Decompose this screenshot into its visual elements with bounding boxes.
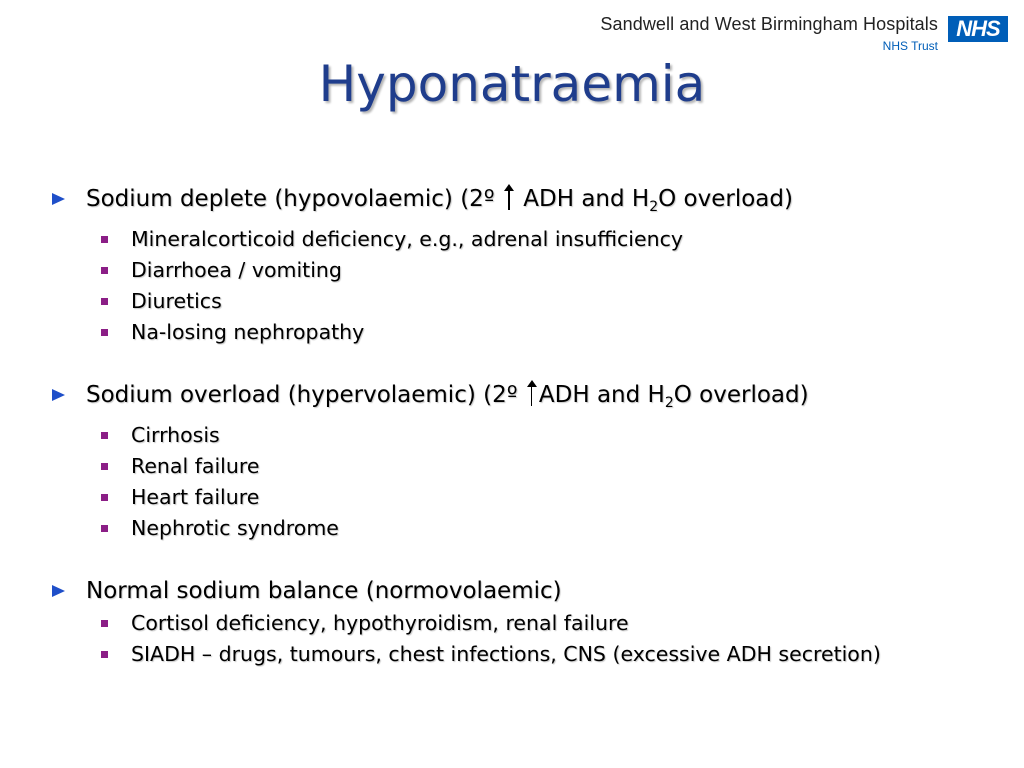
square-bullet-icon [101, 329, 108, 336]
list-item-text: Cortisol deficiency, hypothyroidism, renal failure [131, 611, 629, 635]
heading-subscript: 2 [649, 199, 659, 215]
slide-content [52, 182, 1002, 700]
square-bullet-icon [101, 432, 108, 439]
list-item [52, 286, 1002, 317]
heading-text-after: O overload) [673, 382, 809, 408]
square-bullet-icon [101, 236, 108, 243]
triangle-bullet-icon [52, 193, 65, 205]
heading-text-before: Sodium deplete (hypovolaemic) (2º [86, 186, 495, 212]
sub-bullet-list [52, 420, 1002, 544]
list-item [52, 224, 1002, 255]
list-item-text: Diuretics [131, 289, 222, 313]
sub-bullet-list [52, 608, 1002, 670]
triangle-bullet-icon [52, 585, 65, 597]
section-heading [52, 182, 1002, 224]
section-hypervolaemic [52, 378, 1002, 544]
heading-text-before: Sodium overload (hypervolaemic) (2º [86, 382, 518, 408]
list-item-text: Diarrhoea / vomiting [131, 258, 342, 282]
list-item [52, 639, 1002, 670]
heading-text-after: O overload) [658, 186, 793, 212]
organization-subtitle: NHS Trust [882, 39, 938, 53]
nhs-logo: NHS [948, 16, 1008, 42]
sub-bullet-list [52, 224, 1002, 348]
list-item [52, 513, 1002, 544]
up-arrow-icon [525, 380, 539, 406]
list-item-text: SIADH – drugs, tumours, chest infections, CNS (excessive ADH secretion) [131, 642, 881, 666]
square-bullet-icon [101, 620, 108, 627]
list-item-text: Nephrotic syndrome [131, 516, 339, 540]
square-bullet-icon [101, 525, 108, 532]
heading-text-before: Normal sodium balance (normovolaemic) [86, 578, 562, 604]
list-item-text: Mineralcorticoid deficiency, e.g., adrenal insufficiency [131, 227, 684, 251]
list-item [52, 608, 1002, 639]
list-item [52, 482, 1002, 513]
square-bullet-icon [101, 267, 108, 274]
list-item [52, 255, 1002, 286]
section-normovolaemic [52, 574, 1002, 670]
list-item [52, 451, 1002, 482]
square-bullet-icon [101, 494, 108, 501]
up-arrow-icon [502, 184, 516, 210]
list-item-text: Na-losing nephropathy [131, 320, 365, 344]
section-hypovolaemic [52, 182, 1002, 348]
list-item-text: Renal failure [131, 454, 260, 478]
section-heading [52, 378, 1002, 420]
list-item-text: Cirrhosis [131, 423, 220, 447]
square-bullet-icon [101, 651, 108, 658]
heading-text-middle: ADH and H [523, 186, 650, 212]
organization-name: Sandwell and West Birmingham Hospitals [600, 14, 938, 34]
list-item-text: Heart failure [131, 485, 260, 509]
heading-text-middle: ADH and H [538, 382, 665, 408]
square-bullet-icon [101, 463, 108, 470]
organization-header [600, 14, 938, 53]
heading-subscript: 2 [664, 395, 674, 411]
section-heading [52, 574, 1002, 608]
list-item [52, 317, 1002, 348]
slide-title: Hyponatraemia [318, 55, 706, 113]
list-item [52, 420, 1002, 451]
triangle-bullet-icon [52, 389, 65, 401]
square-bullet-icon [101, 298, 108, 305]
